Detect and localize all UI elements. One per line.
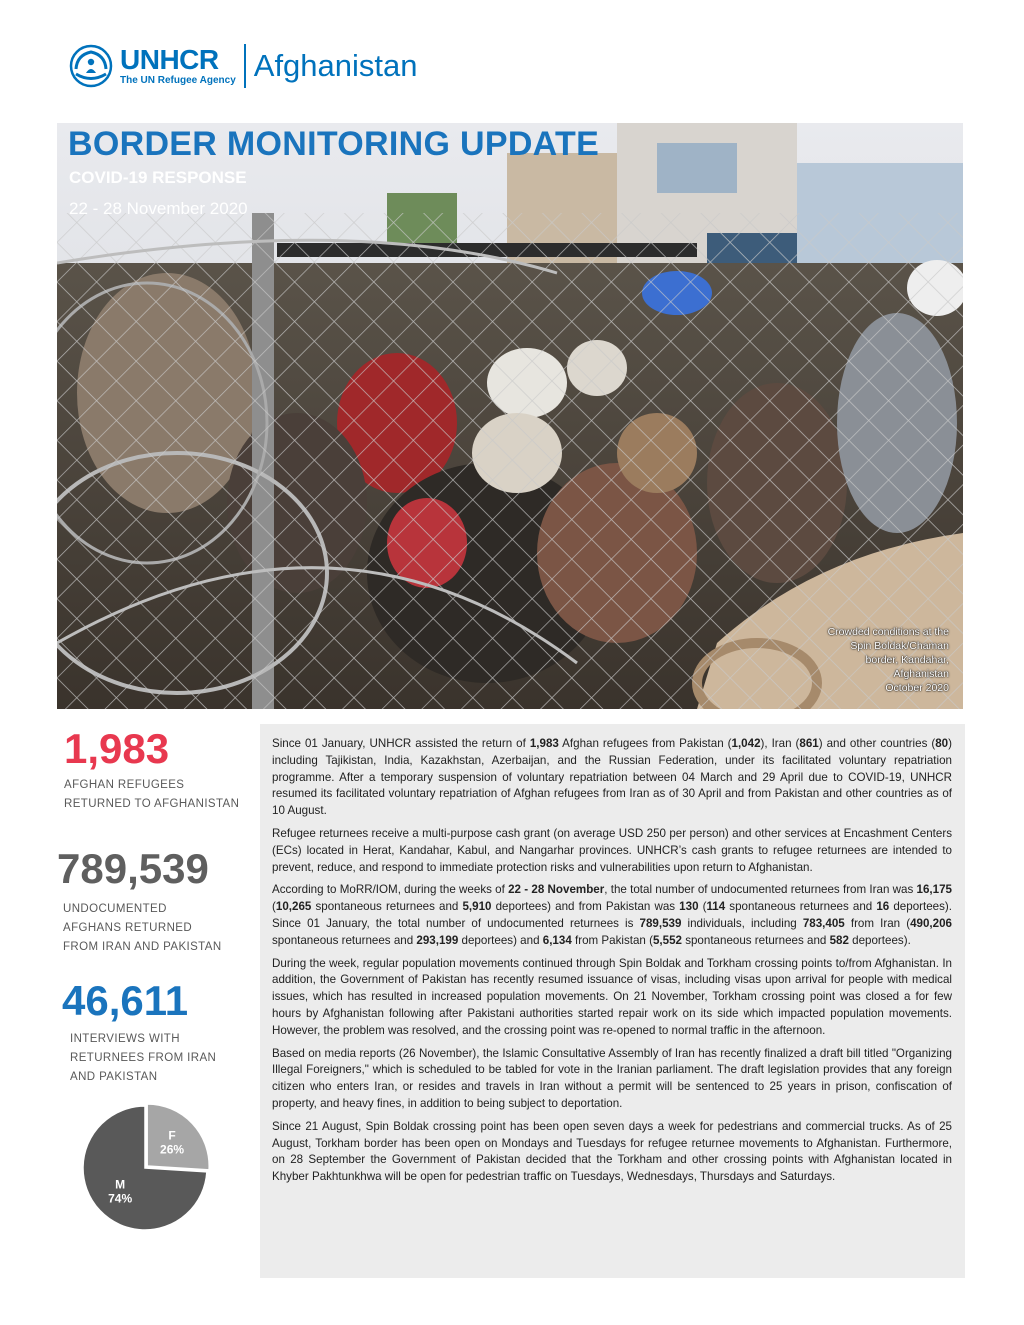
text-run: spontaneous returnees and xyxy=(681,933,830,947)
text-run: Since 01 January, UNHCR assisted the return of xyxy=(272,737,530,750)
text-run: Refugee returnees receive a multi-purpose cash grant (on average USD 250 per person) and other services at Encashment Centers (ECs) located in Herat, Kandahar, Kabul, and Nangarhar provinces. UNHCR’s cash grants to refugee returnees are intended to prevent, reduce, and respond to immediate protection risks and vulnerabilities upon return to Afghanistan. xyxy=(272,826,952,874)
bold-figure: 6,134 xyxy=(542,933,572,947)
text-run: ), Iran ( xyxy=(760,737,800,750)
bold-figure: 22 - 28 November xyxy=(508,883,605,897)
gender-pie-chart xyxy=(80,1104,216,1232)
text-run: ) and other countries ( xyxy=(818,737,936,750)
bold-figure: 490,206 xyxy=(910,916,952,930)
stat-undocumented-returnees xyxy=(57,845,222,957)
bold-figure: 1,042 xyxy=(731,737,761,750)
bold-figure: 5,552 xyxy=(652,933,682,947)
stat-label-line: AND PAKISTAN xyxy=(70,1071,158,1083)
page-subtitle: COVID-19 RESPONSE xyxy=(69,168,247,187)
paragraph xyxy=(272,826,952,876)
paragraph xyxy=(272,956,952,1040)
pie-value-label: 26% xyxy=(160,1142,185,1157)
stat-label-line: UNDOCUMENTED xyxy=(63,903,167,915)
text-run: deportees) and from Pakistan was xyxy=(491,900,680,914)
bold-figure: 114 xyxy=(706,900,726,914)
caption-line: Crowded conditions at the xyxy=(827,626,949,638)
text-run: from Pakistan ( xyxy=(571,933,653,947)
org-tagline: The UN Refugee Agency xyxy=(120,75,236,86)
text-run: spontaneous returnees and xyxy=(725,900,877,914)
bold-figure: 582 xyxy=(829,933,849,947)
stat-label-line: FROM IRAN AND PAKISTAN xyxy=(63,941,222,953)
text-run: deportees) and xyxy=(458,933,543,947)
pie-slice-f xyxy=(147,1104,209,1170)
text-run: spontaneous returnees and xyxy=(311,900,463,914)
stat-interviews xyxy=(62,977,217,1087)
stat-label-line: RETURNED TO AFGHANISTAN xyxy=(64,798,240,810)
text-run: ) including Tajikistan, India, Kazakhstan, Azerbaijan, and the Russian Federation, under its facilitated voluntary repatriation programme. After a temporary suspension of voluntary repatriation between 04 March and 29 April due to COVID-19, UNHCR resumed its facilitated voluntary repatriation of Afghan refugees from Iran as of 30 April and from Pakistan and other countries as of 10 August. xyxy=(272,737,952,818)
hero-photo xyxy=(57,123,963,709)
bold-figure: 1,983 xyxy=(529,737,559,750)
text-run: Afghan refugees from Pakistan ( xyxy=(558,737,732,750)
text-run: spontaneous returnees and xyxy=(272,933,417,947)
stat-label xyxy=(57,900,222,957)
bold-figure: 130 xyxy=(679,900,699,914)
stat-value: 789,539 xyxy=(57,845,209,892)
org-name: UNHCR xyxy=(120,44,219,75)
caption-line: Spin Boldak/Chaman xyxy=(850,640,949,652)
text-run: , the total number of undocumented returnees from Iran was xyxy=(604,883,917,897)
pie-value-label: 74% xyxy=(108,1191,133,1206)
stat-value: 1,983 xyxy=(64,725,170,772)
paragraph xyxy=(272,736,952,820)
bold-figure: 783,405 xyxy=(802,916,845,930)
stat-value: 46,611 xyxy=(62,977,189,1024)
country-name: Afghanistan xyxy=(253,48,418,83)
bold-figure: 861 xyxy=(799,737,819,750)
photo-caption xyxy=(789,625,949,695)
paragraph xyxy=(272,1046,952,1113)
logo-text xyxy=(120,46,236,86)
bold-figure: 5,910 xyxy=(462,900,492,914)
text-run: During the week, regular population movements continued through Spin Boldak and Torkham crossing points to/from Afghanistan. In addition, the Government of Pakistan has recently resumed issuance of visas, including visas upon arrival for people with medical issues, which has resulted in increased population movements. On 21 November, Torkham crossing point was closed a for few hours by Afghanistan following after Pakistani authorities started repair work on its side which impacted population movements. However, the problem was resolved, and the crossing point was re-opened to normal traffic in the afternoon. xyxy=(272,956,952,1037)
text-run: from Iran ( xyxy=(844,916,911,930)
text-run: Based on media reports (26 November), the Islamic Consultative Assembly of Iran has recently finalized a draft bill titled "Organizing Illegal Foreigners," which is scheduled to be tabled for vote in the Iranian parliament. The draft legislation provides that any foreign citizen who enters Iran, or resides and travels in Iran without a permit will be sentenced to 25 years in prison, confiscation of property, and heavy fines, in addition to being subject to deportation. xyxy=(272,1046,952,1110)
pie-label: M xyxy=(115,1177,126,1192)
stat-label-line: RETURNEES FROM IRAN xyxy=(70,1052,217,1064)
stat-label-line: AFGHANS RETURNED xyxy=(63,922,193,934)
stat-label xyxy=(64,776,239,814)
bold-figure: 789,539 xyxy=(639,916,682,930)
page-title: BORDER MONITORING UPDATE xyxy=(68,125,600,163)
narrative-panel xyxy=(260,724,965,1278)
caption-line: Afghanistan xyxy=(893,668,949,680)
text-run: deportees). Since 01 January, the total number of undocumented returnees is xyxy=(272,900,953,930)
bold-figure: 16 xyxy=(876,900,890,914)
pie-label: F xyxy=(168,1128,176,1143)
paragraph xyxy=(272,1119,952,1186)
stat-refugees-returned xyxy=(64,725,240,814)
bold-figure: 293,199 xyxy=(416,933,459,947)
caption-line: October 2020 xyxy=(885,682,949,694)
stat-label-line: AFGHAN REFUGEES xyxy=(64,779,185,791)
bold-figure: 16,175 xyxy=(916,883,952,897)
stat-label xyxy=(62,1030,216,1087)
text-run: ( xyxy=(272,900,276,914)
header xyxy=(68,42,418,90)
report-date: 22 - 28 November 2020 xyxy=(69,199,248,218)
text-run: ( xyxy=(698,900,707,914)
caption-line: border, Kandahar, xyxy=(865,654,949,666)
logo-divider xyxy=(244,44,246,88)
text-run: individuals, including xyxy=(681,916,803,930)
text-run: deportees). xyxy=(848,933,911,947)
unhcr-emblem-icon xyxy=(68,43,114,89)
stat-label-line: INTERVIEWS WITH xyxy=(70,1033,180,1045)
bold-figure: 80 xyxy=(935,737,949,750)
text-run: According to MoRR/IOM, during the weeks of xyxy=(272,883,509,897)
text-run: Since 21 August, Spin Boldak crossing point has been open seven days a week for pedestrians and commercial trucks. As of 25 August, Torkham border has been open on Mondays and Tuesdays for refugee returnee movements to Afghanistan. Furthermore, on 28 September the Government of Pakistan decided that the Torkham and other crossing points with Afghanistan located in Khyber Pakhtunkhwa will be open for pedestrian traffic on Tuesdays, Wednesdays, Thursdays and Saturdays. xyxy=(272,1119,952,1184)
paragraph xyxy=(272,882,952,949)
bold-figure: 10,265 xyxy=(275,900,312,914)
